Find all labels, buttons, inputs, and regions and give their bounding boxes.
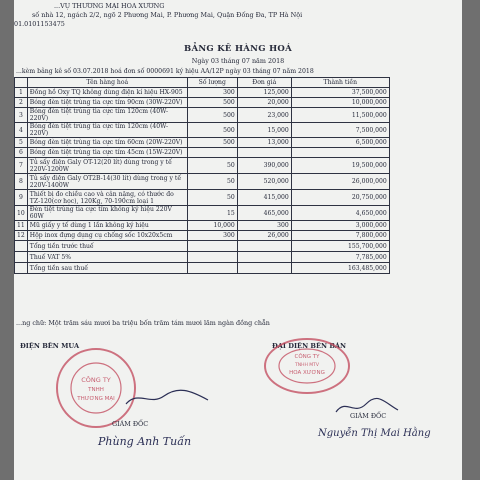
item-quantity: 15 (187, 206, 237, 221)
vat-label: Thuế VAT 5% (27, 252, 187, 263)
table-row (15, 123, 390, 138)
item-unit-price: 26,000 (237, 231, 291, 241)
row-number: 10 (15, 206, 28, 221)
item-unit-price: 13,000 (237, 138, 291, 148)
item-amount: 4,650,000 (291, 206, 389, 221)
invoice-reference: ...kèm bảng kê số 03.07.2018 hoá đơn số 0000691 ký hiệu AA/12P ngày 03 tháng 07 năm 2018 (16, 68, 314, 75)
item-quantity: 500 (187, 98, 237, 108)
svg-text:THƯƠNG MẠI: THƯƠNG MẠI (77, 396, 115, 402)
svg-text:CÔNG TY: CÔNG TY (81, 376, 111, 384)
table-header-row (15, 78, 390, 88)
total-row (15, 263, 390, 274)
subtotal-value: 155,700,000 (291, 241, 389, 252)
goods-table (14, 77, 390, 274)
svg-text:TNHH: TNHH (88, 387, 104, 393)
item-name: Hộp inox đựng dụng cụ chống sốc 10x20x5cm (27, 231, 187, 241)
seller-signatory-name: Nguyễn Thị Mai Hằng (318, 428, 431, 439)
item-quantity: 300 (187, 231, 237, 241)
buyer-signature-mark (122, 386, 212, 410)
row-number: 7 (15, 158, 28, 174)
item-name: Bóng đèn tiệt trùng tia cực tím 120cm (40W-220V) (27, 123, 187, 138)
seller-label: ĐẠI DIỆN BÊN BÁN (272, 342, 347, 350)
col-header-qty: Số lượng (187, 78, 237, 88)
col-header-name: Tên hàng hoá (27, 78, 187, 88)
item-name: Đèn tiệt trùng tia cực tím không ký hiệu 220V 60W (27, 206, 187, 221)
item-unit-price: 520,000 (237, 174, 291, 190)
row-number: 5 (15, 138, 28, 148)
item-unit-price: 415,000 (237, 190, 291, 206)
buyer-signatory-name: Phùng Anh Tuấn (98, 435, 192, 448)
item-name: Tủ sấy điện Galy OT-12(20 lít) dùng trong y tế 220V-1200W (27, 158, 187, 174)
table-row (15, 138, 390, 148)
row-number: 6 (15, 148, 28, 158)
table-row (15, 88, 390, 98)
item-quantity (187, 148, 237, 158)
item-unit-price: 390,000 (237, 158, 291, 174)
item-name: Bóng đèn tiệt trùng tia cực tím 120cm (40W-220V) (27, 108, 187, 123)
table-row (15, 158, 390, 174)
amount-in-words: ...ng chữ: Một trăm sáu mươi ba triệu bốn trăm tám mươi lăm ngàn đồng chẵn (16, 319, 270, 327)
invoice-page (14, 0, 462, 480)
item-unit-price (237, 148, 291, 158)
svg-text:CÔNG TY: CÔNG TY (294, 354, 320, 360)
buyer-label: ĐIỆN BÊN MUA (20, 342, 80, 350)
item-unit-price: 15,000 (237, 123, 291, 138)
table-row (15, 148, 390, 158)
item-unit-price: 465,000 (237, 206, 291, 221)
item-amount: 20,750,000 (291, 190, 389, 206)
item-name: Bóng đèn tiệt trùng tia cực tím 60cm (20W-220V) (27, 138, 187, 148)
vat-value: 7,785,000 (291, 252, 389, 263)
row-number: 4 (15, 123, 28, 138)
document-date: Ngày 03 tháng 07 năm 2018 (191, 57, 285, 65)
row-number: 1 (15, 88, 28, 98)
vat-row (15, 252, 390, 263)
col-header-amount: Thành tiền (291, 78, 389, 88)
document-title: BẢNG KÊ HÀNG HOÁ (183, 44, 293, 54)
buyer-role: GIÁM ĐỐC (112, 420, 149, 428)
row-number: 9 (15, 190, 28, 206)
item-name: Bóng đèn tiệt trùng tia cực tím 90cm (30W-220V) (27, 98, 187, 108)
item-name: Thiết bị đo chiều cao và cân nặng, có thước đo TZ-120(cơ học), 120Kg, 70-190cm loại 1 (27, 190, 187, 206)
company-address: số nhà 12, ngách 2/2, ngõ 2 Phương Mai, P. Phương Mai, Quận Đống Đa, TP Hà Nội (32, 11, 303, 19)
col-header-no (15, 78, 28, 88)
item-name: Mũ giấy y tế dùng 1 lần không ký hiệu (27, 221, 187, 231)
total-label: Tổng tiền sau thuế (27, 263, 187, 274)
seller-role: GIÁM ĐỐC (350, 412, 387, 420)
item-amount: 37,500,000 (291, 88, 389, 98)
item-quantity: 50 (187, 158, 237, 174)
item-unit-price: 300 (237, 221, 291, 231)
item-quantity: 300 (187, 88, 237, 98)
item-amount: 7,800,000 (291, 231, 389, 241)
row-number: 11 (15, 221, 28, 231)
table-row (15, 108, 390, 123)
row-number: 2 (15, 98, 28, 108)
item-unit-price: 125,000 (237, 88, 291, 98)
svg-text:HOA XƯƠNG: HOA XƯƠNG (289, 370, 325, 376)
item-amount: 11,500,000 (291, 108, 389, 123)
item-amount (291, 148, 389, 158)
item-amount: 3,000,000 (291, 221, 389, 231)
table-row (15, 206, 390, 221)
item-quantity: 500 (187, 123, 237, 138)
item-quantity: 500 (187, 108, 237, 123)
item-amount: 19,500,000 (291, 158, 389, 174)
item-amount: 7,500,000 (291, 123, 389, 138)
col-header-price: Đơn giá (237, 78, 291, 88)
subtotal-row (15, 241, 390, 252)
company-name: ...VỤ THƯƠNG MẠI HOA XƯƠNG (54, 2, 165, 10)
item-quantity: 50 (187, 190, 237, 206)
row-number: 12 (15, 231, 28, 241)
item-name: Tủ sấy điện Galy OT2B-14(30 lít) dùng trong y tế 220V-1400W (27, 174, 187, 190)
item-amount: 10,000,000 (291, 98, 389, 108)
table-row (15, 190, 390, 206)
row-number: 8 (15, 174, 28, 190)
tax-code: 01.0101153475 (14, 20, 65, 28)
item-amount: 26,000,000 (291, 174, 389, 190)
table-row (15, 174, 390, 190)
subtotal-label: Tổng tiền trước thuế (27, 241, 187, 252)
item-name: Bóng đèn tiệt trùng tia cực tím 45cm (15W-220V) (27, 148, 187, 158)
item-amount: 6,500,000 (291, 138, 389, 148)
table-row (15, 98, 390, 108)
item-name: Đồng hồ Oxy TQ không dùng điện kí hiệu HX-905 (27, 88, 187, 98)
item-quantity: 10,000 (187, 221, 237, 231)
item-quantity: 500 (187, 138, 237, 148)
table-row (15, 221, 390, 231)
total-value: 163,485,000 (291, 263, 389, 274)
row-number: 3 (15, 108, 28, 123)
item-unit-price: 20,000 (237, 98, 291, 108)
item-unit-price: 23,000 (237, 108, 291, 123)
table-row (15, 231, 390, 241)
seller-company-stamp (262, 336, 352, 396)
item-quantity: 50 (187, 174, 237, 190)
svg-text:TNHH MTV: TNHH MTV (294, 363, 320, 368)
